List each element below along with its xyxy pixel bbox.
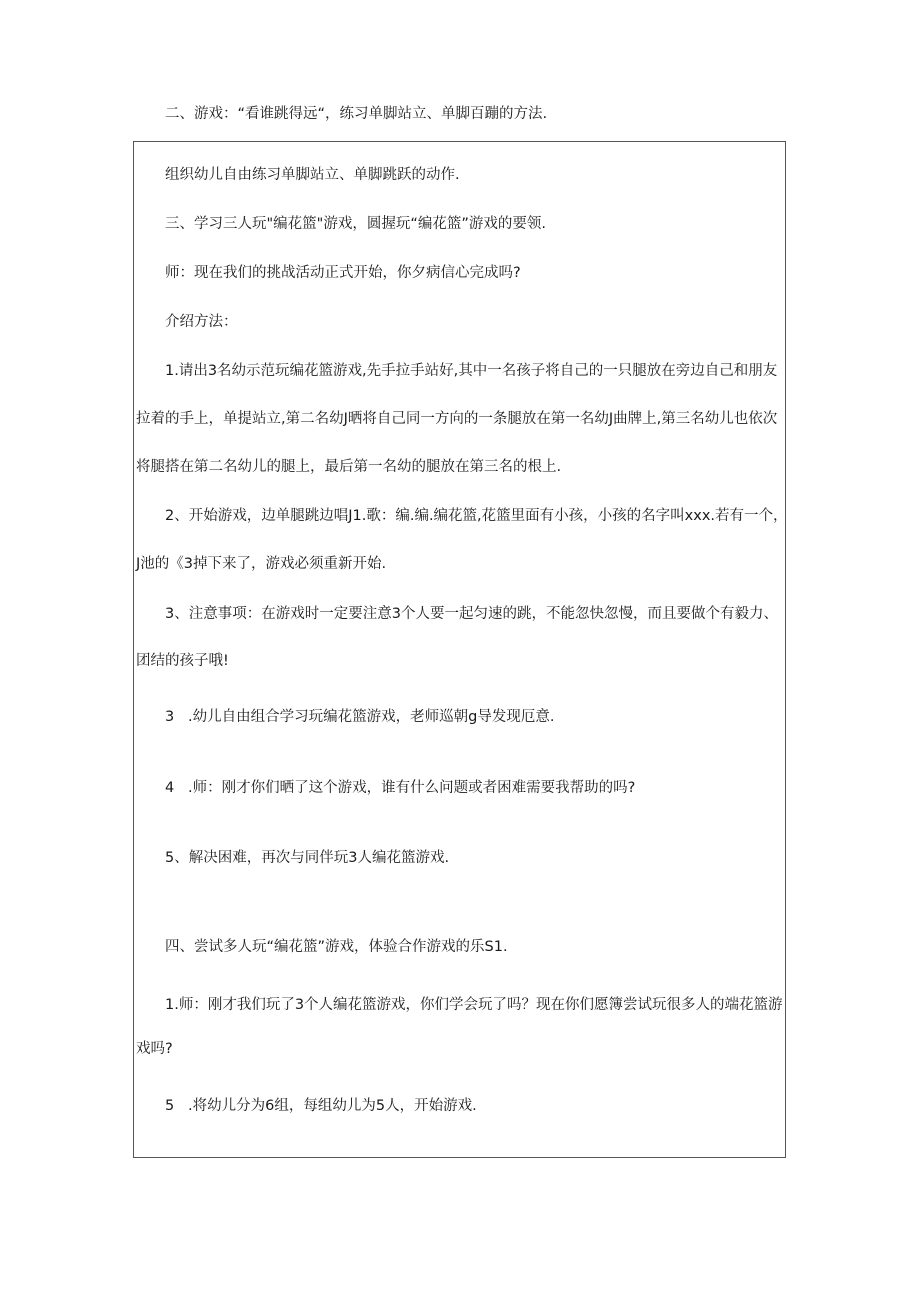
text-line: 戏吗? <box>136 1041 173 1057</box>
text-line: 5、解决困难，再次与同伴玩3人编花篮游戏. <box>165 850 450 866</box>
text-line: 4 .师：刚才你们晒了这个游戏，谁有什么问题或者困难需要我帮助的吗? <box>165 780 636 796</box>
text-line: 组织幼儿自由练习单脚站立、单脚跳跃的动作. <box>165 167 460 183</box>
text-line: J池的《3掉下来了，游戏必须重新开始. <box>136 556 387 572</box>
text-line: 拉着的手上，单提站立,第二名幼J晒将自己同一方向的一条腿放在第一名幼J曲牌上,第三名幼儿也依次 <box>136 411 778 427</box>
text-line: 将腿搭在第二名幼儿的腿上，最后第一名幼的腿放在第三名的根上. <box>136 459 562 475</box>
text-line: 1.请出3名幼示范玩编花篮游戏,先手拉手站好,其中一名孩子将自己的一只腿放在旁边自己和朋友 <box>165 363 778 379</box>
text-line: 5 .将幼儿分为6组，每组幼儿为5人，开始游戏. <box>165 1098 477 1114</box>
text-line: 3、注意事项：在游戏时一定要注意3个人要一起匀速的跳，不能忽快忽慢，而且要做个有毅力、 <box>165 606 778 622</box>
text-line: 1.师：刚才我们玩了3个人编花篮游戏，你们学会玩了吗？现在你们愿簿尝试玩很多人的端花篮游 <box>165 997 783 1013</box>
header-line: 二、游戏：“看谁跳得远“，练习单脚站立、单脚百蹦的方法. <box>165 106 548 122</box>
text-line: 师：现在我们的挑战活动正式开始，你夕病信心完成吗? <box>165 265 521 281</box>
text-line: 团结的孩子哦! <box>136 653 229 669</box>
text-line: 四、尝试多人玩“编花篮”游戏，体验合作游戏的乐S1. <box>165 939 508 955</box>
text-line: 介绍方法： <box>165 314 238 330</box>
text-line: 3 .幼儿自由组合学习玩编花篮游戏，老师巡朝g导发现厄意. <box>165 709 555 725</box>
text-line: 2、开始游戏，边单腿跳边唱J1.歌：编.编.编花篮,花篮里面有小孩，小孩的名字叫xxx.若有一个， <box>165 508 788 524</box>
text-line: 三、学习三人玩"编花篮"游戏，圆握玩“编花篮”游戏的要领. <box>165 216 546 232</box>
